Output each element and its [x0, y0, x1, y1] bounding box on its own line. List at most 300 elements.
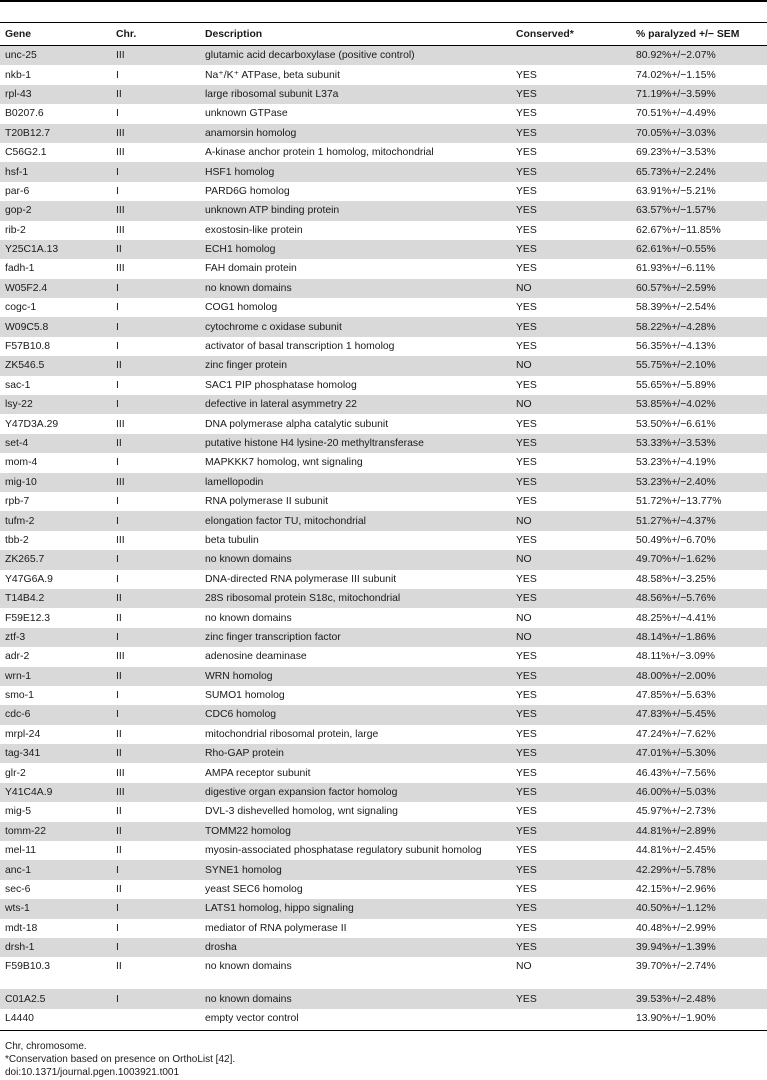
table-row [0, 989, 767, 1008]
table-row [0, 259, 767, 278]
table-row [0, 1009, 767, 1028]
cell-chr: I [116, 185, 119, 197]
header-gene: Gene [0, 23, 111, 46]
table-row [0, 802, 767, 821]
table-row [0, 317, 767, 336]
cell-conserved: YES [516, 496, 537, 508]
table-row [0, 104, 767, 123]
cell-chr: I [111, 860, 200, 879]
table-row [0, 744, 767, 763]
cell-description: mitochondrial ribosomal protein, large [205, 728, 379, 740]
cell-conserved: YES [516, 883, 537, 895]
cell-paralyzed: 63.57%+/−1.57% [631, 201, 767, 220]
cell-description: adenosine deaminase [205, 651, 307, 663]
cell-conserved: YES [516, 341, 537, 353]
cell-conserved: YES [516, 69, 537, 81]
cell-gene: Y47G6A.9 [5, 573, 53, 585]
cell-conserved: YES [516, 263, 537, 275]
cell-gene: wts-1 [0, 899, 111, 918]
footnotes [5, 1040, 235, 1079]
cell-conserved: YES [516, 534, 537, 546]
cell-chr: I [111, 938, 200, 957]
footnote-chr: Chr, chromosome. [5, 1041, 87, 1052]
cell-conserved: YES [511, 162, 631, 181]
cell-description: putative histone H4 lysine-20 methyltransferase [200, 434, 511, 453]
table-row [0, 221, 767, 240]
cell-conserved: YES [511, 85, 631, 104]
table-row [0, 899, 767, 918]
cell-description: cytochrome c oxidase subunit [200, 317, 511, 336]
cell-description: DNA polymerase alpha catalytic subunit [205, 418, 389, 430]
table-row [0, 550, 767, 569]
table-row [0, 492, 767, 511]
cell-description: large ribosomal subunit L37a [200, 85, 511, 104]
cell-gene: cogc-1 [5, 302, 37, 314]
table-row [0, 570, 767, 589]
cell-paralyzed: 62.61%+/−0.55% [631, 240, 767, 259]
cell-paralyzed: 71.19%+/−3.59% [631, 85, 767, 104]
cell-chr: II [111, 240, 200, 259]
cell-description: myosin-associated phosphatase regulatory subunit homolog [205, 845, 482, 857]
cell-chr [111, 1009, 200, 1028]
cell-description: A-kinase anchor protein 1 homolog, mitochondrial [205, 147, 434, 159]
cell-gene: smo-1 [5, 690, 34, 702]
cell-paralyzed: 62.67%+/−11.85% [636, 224, 721, 236]
cell-paralyzed: 49.70%+/−1.62% [631, 550, 767, 569]
cell-gene: F57B10.8 [5, 341, 51, 353]
cell-description: beta tubulin [205, 534, 259, 546]
cell-conserved: YES [516, 845, 537, 857]
cell-chr: II [111, 667, 200, 686]
table-row [0, 356, 767, 375]
cell-gene: ZK265.7 [0, 550, 111, 569]
header-chr: Chr. [111, 23, 200, 46]
cell-description: CDC6 homolog [200, 705, 511, 724]
cell-chr: I [111, 705, 200, 724]
table-row [0, 85, 767, 104]
table-body [0, 46, 767, 1029]
cell-description: ECH1 homolog [200, 240, 511, 259]
table-row [0, 201, 767, 220]
cell-gene: Y25C1A.13 [0, 240, 111, 259]
table-row [0, 473, 767, 492]
cell-paralyzed: 58.39%+/−2.54% [636, 302, 716, 314]
table-row [0, 337, 767, 356]
cell-description: WRN homolog [200, 667, 511, 686]
cell-gene: W09C5.8 [0, 317, 111, 336]
cell-gene: tufm-2 [0, 511, 111, 530]
cell-description: no known domains [205, 961, 292, 973]
cell-gene: cdc-6 [0, 705, 111, 724]
cell-conserved: YES [511, 783, 631, 802]
cell-chr: III [116, 767, 125, 779]
bottom-rule [0, 1030, 767, 1031]
cell-paralyzed: 80.92%+/−2.07% [631, 46, 767, 66]
cell-conserved: YES [511, 240, 631, 259]
cell-conserved: NO [511, 356, 631, 375]
cell-paralyzed: 46.00%+/−5.03% [631, 783, 767, 802]
cell-chr: II [111, 744, 200, 763]
top-rule [0, 0, 767, 2]
cell-description: drosha [200, 938, 511, 957]
cell-description: PARD6G homolog [205, 185, 290, 197]
cell-chr: II [111, 434, 200, 453]
cell-gene: mrpl-24 [5, 728, 41, 740]
cell-conserved: YES [516, 651, 537, 663]
cell-gene: mig-10 [0, 473, 111, 492]
cell-description: lamellopodin [200, 473, 511, 492]
cell-conserved: YES [516, 379, 537, 391]
cell-conserved: YES [516, 418, 537, 430]
cell-description: no known domains [200, 550, 511, 569]
header-conserved: Conserved* [511, 23, 631, 46]
cell-paralyzed: 63.91%+/−5.21% [636, 185, 716, 197]
cell-description: DVL-3 dishevelled homolog, wnt signaling [205, 806, 398, 818]
cell-chr: III [116, 147, 125, 159]
cell-description: Na⁺/K⁺ ATPase, beta subunit [205, 70, 340, 82]
results-table [0, 22, 767, 1028]
table-row [0, 608, 767, 627]
cell-paralyzed: 39.70%+/−2.74% [636, 961, 716, 973]
cell-chr: I [116, 379, 119, 391]
cell-chr: III [116, 263, 125, 275]
cell-description: zinc finger transcription factor [200, 628, 511, 647]
cell-gene: F59E12.3 [5, 612, 51, 624]
cell-chr: II [116, 728, 122, 740]
cell-chr: II [111, 356, 200, 375]
cell-paralyzed: 53.33%+/−3.53% [631, 434, 767, 453]
cell-conserved: NO [516, 961, 532, 973]
cell-paralyzed: 55.75%+/−2.10% [631, 356, 767, 375]
cell-gene: T14B4.2 [0, 589, 111, 608]
cell-chr: III [111, 201, 200, 220]
cell-chr: I [116, 108, 119, 120]
cell-chr: I [111, 279, 200, 298]
cell-paralyzed: 42.29%+/−5.78% [631, 860, 767, 879]
cell-gene: par-6 [5, 185, 30, 197]
cell-description: glutamic acid decarboxylase (positive control) [200, 46, 511, 66]
cell-description: no known domains [200, 279, 511, 298]
cell-gene: mel-11 [5, 845, 36, 857]
cell-gene: ztf-3 [0, 628, 111, 647]
cell-paralyzed: 74.02%+/−1.15% [636, 69, 716, 81]
cell-gene: W05F2.4 [0, 279, 111, 298]
cell-conserved: YES [516, 147, 537, 159]
cell-paralyzed: 47.85%+/−5.63% [636, 690, 716, 702]
cell-gene: Y47D3A.29 [5, 418, 59, 430]
table-row [0, 667, 767, 686]
cell-chr: I [111, 899, 200, 918]
cell-description: LATS1 homolog, hippo signaling [200, 899, 511, 918]
cell-description: no known domains [200, 989, 511, 1008]
cell-chr: I [111, 395, 200, 414]
cell-description: DNA-directed RNA polymerase III subunit [205, 573, 397, 585]
cell-paralyzed: 53.85%+/−4.02% [631, 395, 767, 414]
cell-gene: nkb-1 [5, 69, 31, 81]
cell-conserved: YES [516, 457, 537, 469]
cell-conserved: YES [511, 434, 631, 453]
cell-conserved: YES [511, 860, 631, 879]
table-row [0, 162, 767, 181]
cell-gene: ZK546.5 [0, 356, 111, 375]
cell-description: TOMM22 homolog [200, 822, 511, 841]
table-row [0, 725, 767, 744]
cell-paralyzed: 70.51%+/−4.49% [636, 108, 716, 120]
table-row [0, 957, 767, 989]
cell-gene: glr-2 [5, 767, 26, 779]
cell-conserved: YES [511, 589, 631, 608]
cell-conserved: YES [511, 667, 631, 686]
cell-description: SUMO1 homolog [205, 690, 285, 702]
cell-description: MAPKKK7 homolog, wnt signaling [205, 457, 363, 469]
table-row [0, 705, 767, 724]
cell-conserved: YES [511, 744, 631, 763]
cell-chr: I [116, 690, 119, 702]
cell-paralyzed: 46.43%+/−7.56% [636, 767, 716, 779]
cell-gene: tbb-2 [5, 534, 29, 546]
table-row [0, 880, 767, 899]
cell-paralyzed: 40.50%+/−1.12% [631, 899, 767, 918]
cell-conserved: NO [511, 550, 631, 569]
table-row [0, 46, 767, 66]
footnote-doi: doi:10.1371/journal.pgen.1003921.t001 [5, 1067, 180, 1078]
cell-gene: rpb-7 [5, 496, 30, 508]
cell-description: anamorsin homolog [200, 124, 511, 143]
table-row [0, 783, 767, 802]
cell-gene: sec-6 [5, 883, 31, 895]
cell-description: RNA polymerase II subunit [205, 496, 329, 508]
table-row [0, 395, 767, 414]
cell-chr: I [116, 496, 119, 508]
cell-conserved: NO [511, 511, 631, 530]
cell-description: mediator of RNA polymerase II [205, 922, 347, 934]
cell-chr: II [111, 822, 200, 841]
table-row [0, 647, 767, 666]
cell-chr: I [111, 628, 200, 647]
cell-gene: lsy-22 [0, 395, 111, 414]
cell-description: unknown GTPase [205, 108, 288, 120]
cell-description: 28S ribosomal protein S18c, mitochondrial [200, 589, 511, 608]
cell-gene: fadh-1 [5, 263, 35, 275]
cell-chr: I [116, 457, 119, 469]
cell-gene: rib-2 [5, 224, 26, 236]
cell-description: AMPA receptor subunit [205, 767, 311, 779]
cell-description: no known domains [205, 612, 292, 624]
cell-conserved: YES [511, 989, 631, 1008]
cell-gene: C56G2.1 [5, 147, 47, 159]
cell-conserved: YES [511, 473, 631, 492]
cell-description: yeast SEC6 homolog [205, 883, 303, 895]
cell-gene: hsf-1 [0, 162, 111, 181]
cell-chr: I [116, 69, 119, 81]
cell-conserved: YES [511, 899, 631, 918]
cell-chr: II [116, 961, 122, 973]
table-row [0, 240, 767, 259]
cell-gene: F59B10.3 [5, 961, 51, 973]
cell-chr: II [111, 85, 200, 104]
cell-paralyzed: 47.01%+/−5.30% [631, 744, 767, 763]
cell-conserved: YES [516, 767, 537, 779]
cell-gene: adr-2 [5, 651, 30, 663]
cell-paralyzed: 51.72%+/−13.77% [636, 496, 722, 508]
cell-paralyzed: 44.81%+/−2.89% [631, 822, 767, 841]
cell-paralyzed: 48.56%+/−5.76% [631, 589, 767, 608]
cell-description: digestive organ expansion factor homolog [200, 783, 511, 802]
cell-chr: II [116, 883, 122, 895]
cell-description: elongation factor TU, mitochondrial [200, 511, 511, 530]
cell-gene: unc-25 [0, 46, 111, 66]
cell-gene: drsh-1 [0, 938, 111, 957]
cell-paralyzed: 61.93%+/−6.11% [636, 263, 715, 275]
cell-gene: T20B12.7 [0, 124, 111, 143]
table-row [0, 414, 767, 433]
cell-gene: gop-2 [0, 201, 111, 220]
cell-chr: II [116, 806, 122, 818]
table-row [0, 511, 767, 530]
cell-conserved: YES [516, 573, 537, 585]
cell-paralyzed: 69.23%+/−3.53% [636, 147, 716, 159]
cell-description: SYNE1 homolog [200, 860, 511, 879]
cell-paralyzed: 55.65%+/−5.89% [636, 379, 716, 391]
cell-gene: tomm-22 [0, 822, 111, 841]
cell-paralyzed: 42.15%+/−2.96% [636, 883, 716, 895]
cell-description: defective in lateral asymmetry 22 [200, 395, 511, 414]
cell-conserved [511, 46, 631, 66]
table-row [0, 938, 767, 957]
cell-description: activator of basal transcription 1 homolog [205, 341, 395, 353]
cell-chr: III [111, 124, 200, 143]
table-row [0, 143, 767, 162]
cell-gene: set-4 [0, 434, 111, 453]
table-row [0, 298, 767, 317]
cell-conserved: NO [516, 612, 532, 624]
cell-gene: L4440 [5, 1012, 34, 1024]
cell-description: SAC1 PIP phosphatase homolog [205, 379, 357, 391]
cell-conserved: YES [511, 705, 631, 724]
cell-paralyzed: 53.50%+/−6.61% [636, 418, 716, 430]
cell-paralyzed: 48.25%+/−4.41% [636, 612, 716, 624]
cell-gene: anc-1 [0, 860, 111, 879]
cell-paralyzed: 53.23%+/−2.40% [631, 473, 767, 492]
cell-chr: II [116, 845, 122, 857]
cell-chr: I [116, 922, 119, 934]
cell-paralyzed: 39.53%+/−2.48% [631, 989, 767, 1008]
cell-chr: I [116, 573, 119, 585]
cell-paralyzed: 50.49%+/−6.70% [636, 534, 716, 546]
table-row [0, 279, 767, 298]
cell-conserved: YES [511, 124, 631, 143]
cell-gene: mdt-18 [5, 922, 38, 934]
cell-conserved: YES [516, 108, 537, 120]
table-row [0, 822, 767, 841]
cell-description: FAH domain protein [205, 263, 297, 275]
cell-conserved [511, 1009, 631, 1028]
table-row [0, 453, 767, 472]
table-row [0, 919, 767, 938]
cell-paralyzed: 58.22%+/−4.28% [631, 317, 767, 336]
cell-paralyzed: 53.23%+/−4.19% [636, 457, 716, 469]
cell-chr: II [111, 589, 200, 608]
cell-gene: wrn-1 [0, 667, 111, 686]
cell-chr: III [116, 534, 125, 546]
table-row [0, 531, 767, 550]
cell-gene: tag-341 [0, 744, 111, 763]
cell-description: zinc finger protein [200, 356, 511, 375]
cell-conserved: YES [516, 922, 537, 934]
cell-description: Rho-GAP protein [200, 744, 511, 763]
table-row [0, 763, 767, 782]
cell-gene: mig-5 [5, 806, 31, 818]
cell-chr: III [111, 46, 200, 66]
cell-chr: I [116, 341, 119, 353]
cell-paralyzed: 44.81%+/−2.45% [636, 845, 716, 857]
cell-paralyzed: 51.27%+/−4.37% [631, 511, 767, 530]
cell-chr: III [116, 418, 125, 430]
cell-description: unknown ATP binding protein [200, 201, 511, 220]
cell-paralyzed: 48.14%+/−1.86% [631, 628, 767, 647]
cell-paralyzed: 47.24%+/−7.62% [636, 728, 716, 740]
cell-paralyzed: 48.58%+/−3.25% [636, 573, 716, 585]
cell-conserved: NO [511, 279, 631, 298]
header-paralyzed: % paralyzed +/− SEM [631, 23, 767, 46]
table-row [0, 65, 767, 84]
footnote-conservation: *Conservation based on presence on OrthoList [42]. [5, 1054, 236, 1065]
cell-description: HSF1 homolog [200, 162, 511, 181]
cell-conserved: YES [511, 317, 631, 336]
cell-paralyzed: 56.35%+/−4.13% [636, 341, 716, 353]
cell-paralyzed: 48.11%+/−3.09% [636, 651, 715, 663]
cell-paralyzed: 45.97%+/−2.73% [636, 806, 716, 818]
table-row [0, 686, 767, 705]
cell-chr: I [116, 302, 119, 314]
cell-conserved: YES [516, 806, 537, 818]
cell-paralyzed: 39.94%+/−1.39% [631, 938, 767, 957]
cell-chr: I [111, 989, 200, 1008]
cell-conserved: YES [511, 938, 631, 957]
cell-chr: III [116, 651, 125, 663]
cell-conserved: NO [511, 628, 631, 647]
cell-gene: C01A2.5 [0, 989, 111, 1008]
cell-paralyzed: 47.83%+/−5.45% [631, 705, 767, 724]
header-description: Description [200, 23, 511, 46]
cell-gene: B0207.6 [5, 108, 44, 120]
table-row [0, 376, 767, 395]
table-row [0, 434, 767, 453]
cell-gene: rpl-43 [0, 85, 111, 104]
table-row [0, 860, 767, 879]
cell-chr: III [111, 473, 200, 492]
cell-chr: I [111, 550, 200, 569]
table-row [0, 628, 767, 647]
cell-description: empty vector control [205, 1012, 299, 1024]
cell-conserved: YES [516, 302, 537, 314]
cell-conserved: YES [516, 224, 537, 236]
cell-paralyzed: 65.73%+/−2.24% [631, 162, 767, 181]
cell-conserved: NO [511, 395, 631, 414]
cell-conserved: YES [511, 822, 631, 841]
table-row [0, 182, 767, 201]
cell-conserved: YES [516, 690, 537, 702]
cell-paralyzed: 40.48%+/−2.99% [636, 922, 716, 934]
cell-gene: Y41C4A.9 [0, 783, 111, 802]
cell-conserved: YES [516, 185, 537, 197]
cell-description: exostosin-like protein [205, 224, 303, 236]
cell-chr: III [111, 783, 200, 802]
cell-description: COG1 homolog [205, 302, 278, 314]
cell-chr: I [111, 162, 200, 181]
cell-paralyzed: 13.90%+/−1.90% [636, 1012, 716, 1024]
cell-paralyzed: 48.00%+/−2.00% [631, 667, 767, 686]
